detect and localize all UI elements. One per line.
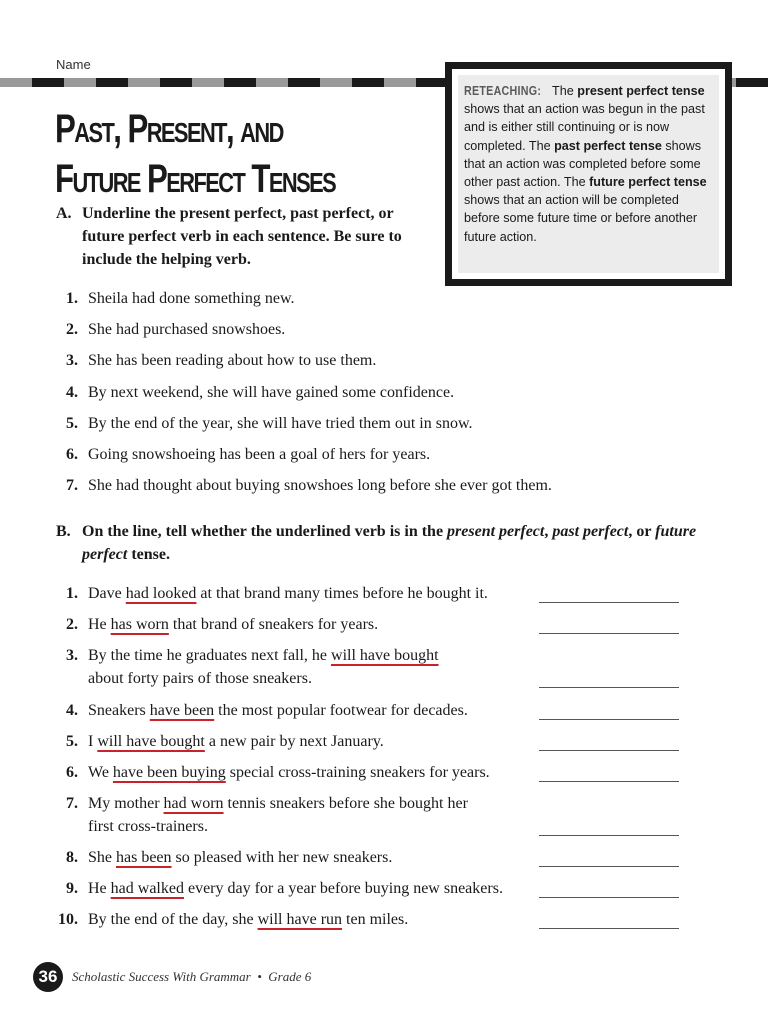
reteaching-text: shows that an action will be completed before some future time or before another future action.: [464, 193, 698, 244]
underlined-verb: has worn: [110, 616, 169, 633]
title-line-1: Past, Present, and: [55, 107, 283, 151]
sentence-after: ten miles.: [342, 911, 409, 928]
item-sentence: She had purchased snowshoes.: [88, 321, 286, 339]
answer-blank[interactable]: [539, 928, 679, 929]
item-sentence: [88, 644, 439, 667]
section-a-instruction: [56, 202, 426, 271]
item-sentence: [88, 877, 503, 900]
footer-credit: Scholastic Success With Grammar • Grade 6: [72, 969, 312, 984]
sentence-before: She: [88, 849, 116, 866]
item-sentence: [88, 613, 378, 636]
underlined-verb: will have bought: [97, 733, 205, 750]
item-number: 4.: [66, 702, 78, 719]
reteaching-text: shows that an action was completed before some other past action. The: [464, 138, 702, 190]
item-sentence: [88, 908, 408, 931]
underlined-verb: had worn: [163, 795, 224, 812]
item-sentence: [88, 792, 468, 815]
reteaching-content: [458, 75, 719, 273]
section-b-instruction-text: On the line, tell whether the underlined verb is in the present perfect, past perfect, or future perfect tense.: [82, 523, 697, 563]
reteaching-term: present perfect tense: [577, 84, 705, 98]
underlined-verb: has been: [116, 849, 172, 866]
reteaching-term: future perfect tense: [589, 175, 707, 190]
sentence-after: every day for a year before buying new sneakers.: [183, 880, 503, 897]
sentence-before: Sneakers: [88, 702, 150, 719]
reteaching-box: [445, 62, 732, 286]
sentence-after: the most popular footwear for decades.: [214, 702, 468, 719]
item-sentence: Sheila had done something new.: [88, 290, 295, 307]
item-sentence: [88, 761, 490, 784]
reteaching-label: RETEACHING:: [464, 84, 542, 98]
item-number: 5.: [66, 733, 78, 750]
item-sentence: [88, 582, 488, 605]
sentence-after: so pleased with her new sneakers.: [171, 849, 393, 866]
item-sentence: She had thought about buying snowshoes long before she ever got them.: [88, 477, 552, 495]
item-number: 5.: [66, 414, 78, 432]
answer-blank[interactable]: [539, 687, 679, 688]
item-sentence: Going snowshoeing has been a goal of hers for years.: [88, 446, 431, 463]
reteaching-term: past perfect tense: [554, 138, 662, 153]
item-number: 2.: [66, 321, 78, 339]
sentence-before: We: [88, 764, 113, 781]
item-number: 3.: [66, 647, 78, 664]
underlined-verb: have been buying: [112, 764, 226, 781]
item-number: 7.: [66, 477, 78, 495]
answer-blank[interactable]: [539, 602, 679, 603]
sentence-after: tennis sneakers before she bought her: [223, 795, 468, 812]
reteaching-text: The: [548, 84, 578, 98]
item-number: 6.: [66, 764, 78, 781]
underlined-verb: had looked: [125, 585, 197, 602]
sentence-before: I: [88, 733, 98, 750]
sentence-after: that brand of sneakers for years.: [168, 616, 379, 633]
item-sentence: [88, 846, 392, 869]
item-number: 9.: [66, 880, 78, 897]
title-line-2: Future Perfect Tenses: [55, 157, 336, 201]
answer-blank[interactable]: [539, 633, 679, 634]
answer-blank[interactable]: [539, 719, 679, 720]
answer-blank[interactable]: [539, 750, 679, 751]
item-sentence: By the end of the year, she will have tried them out in snow.: [88, 414, 473, 432]
sentence-after: at that brand many times before he bought it.: [196, 585, 488, 602]
item-sentence: [88, 730, 384, 753]
sentence-before: He: [88, 880, 111, 897]
item-number: 8.: [66, 849, 78, 866]
item-number: 10.: [58, 911, 78, 928]
sentence-before: By the time he graduates next fall, he: [88, 647, 332, 664]
sentence-before: By the end of the day, she: [88, 911, 258, 928]
sentence-after: special cross-training sneakers for years.: [225, 764, 490, 781]
item-sentence: [88, 699, 468, 722]
section-b-instruction: [56, 520, 716, 566]
reteaching-text: shows that an action was begun in the past and is either still continuing or is now completed. The: [464, 102, 705, 153]
page-number-badge: 36: [33, 962, 63, 992]
sentence-before: He: [88, 616, 111, 633]
item-number: 7.: [66, 795, 78, 812]
answer-blank[interactable]: [539, 835, 679, 836]
underlined-verb: will have bought: [331, 647, 439, 664]
answer-blank[interactable]: [539, 866, 679, 867]
item-number: 1.: [66, 290, 78, 307]
item-number: 6.: [66, 446, 78, 463]
page-title: [55, 104, 335, 204]
section-a-letter: A.: [56, 205, 72, 222]
answer-blank[interactable]: [539, 781, 679, 782]
section-b-letter: B.: [56, 523, 71, 540]
section-a-instruction-text: Underline the present perfect, past perfect, or future perfect verb in each sentence. Be sure to include the helping verb.: [82, 205, 402, 268]
item-number: 2.: [66, 616, 78, 633]
item-number: 3.: [66, 352, 78, 370]
sentence-after: a new pair by next January.: [204, 733, 384, 750]
sentence-before: Dave: [88, 585, 126, 602]
item-sentence: She has been reading about how to use them.: [88, 352, 377, 370]
sentence-continuation: about forty pairs of those sneakers.: [88, 670, 312, 687]
item-number: 1.: [66, 585, 78, 602]
sentence-continuation: first cross-trainers.: [88, 818, 208, 835]
underlined-verb: had walked: [110, 880, 184, 897]
item-sentence: By next weekend, she will have gained some confidence.: [88, 383, 455, 401]
sentence-before: My mother: [88, 795, 164, 812]
name-label: Name: [56, 57, 91, 72]
underlined-verb: will have run: [257, 911, 343, 928]
answer-blank[interactable]: [539, 897, 679, 898]
item-number: 4.: [66, 383, 78, 401]
underlined-verb: have been: [149, 702, 215, 719]
